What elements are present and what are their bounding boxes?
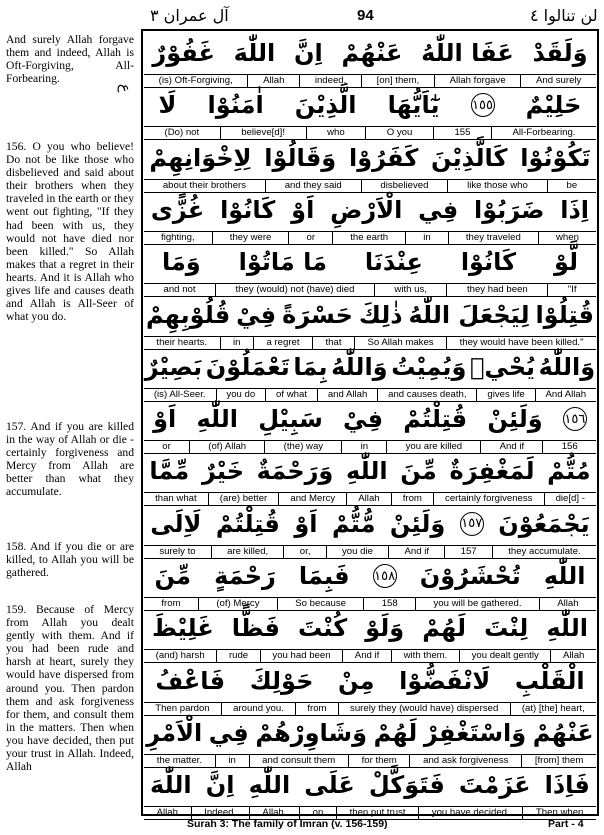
arabic-word: عِنْدَنَا	[364, 248, 423, 277]
interlinear-row	[143, 659, 597, 715]
english-gloss-cell: from	[161, 598, 181, 609]
english-gloss-cell: in	[215, 755, 249, 767]
arabic-word: وَرَحْمَةٌ	[256, 457, 334, 486]
arabic-word: مِّنَ	[400, 457, 437, 486]
arabic-word: لِاِخْوَانِهِمْ	[149, 143, 252, 172]
english-gloss-cell: indeed,	[299, 75, 361, 87]
arabic-word: عَنْهُمْ	[532, 718, 594, 747]
english-gloss-cell: And if	[480, 441, 542, 453]
interlinear-row	[143, 136, 597, 192]
arabic-word: مِّنَ	[154, 562, 191, 590]
english-gloss-cell: (is) Oft-Forgiving,	[158, 75, 233, 86]
arabic-word: الْقَلْبِ	[514, 666, 585, 695]
english-gloss-cell: in	[341, 441, 386, 453]
arabic-word: غَفُوْرٌ	[152, 39, 215, 67]
arabic-word: فَظًّا	[231, 614, 280, 643]
english-gloss-cell: [on] them,	[361, 75, 434, 87]
arabic-word: لَاِلَى	[150, 509, 202, 538]
verse-marker: ١٥٦	[563, 407, 587, 431]
english-gloss-cell: "If	[547, 284, 596, 296]
arabic-word: كَانُوْا	[460, 248, 517, 277]
arabic-word: وَاللّٰهُ	[538, 352, 596, 381]
arabic-word: فِي	[208, 718, 249, 747]
arabic-word: اِذَا	[560, 195, 590, 224]
interlinear-row	[143, 606, 597, 662]
interlinear-row	[143, 188, 597, 244]
english-gloss-cell: you dealt gently	[459, 650, 550, 662]
interlinear-row	[143, 397, 597, 453]
arabic-word: لِنْتَ	[484, 614, 529, 643]
arabic-word: اللّٰهَ	[150, 771, 192, 800]
english-gloss-cell: and ask forgiveness	[409, 755, 521, 767]
interlinear-row	[143, 711, 597, 767]
interlinear-row	[143, 449, 597, 505]
arabic-word: مِّمَّا	[149, 457, 190, 486]
english-gloss-cell: and they said	[265, 180, 361, 192]
interlinear-row	[143, 554, 597, 610]
interlinear-row	[143, 293, 597, 349]
english-gloss-cell: die[d] -	[544, 493, 596, 505]
arabic-word: اللّٰهِ	[248, 771, 291, 800]
interlinear-row	[143, 502, 597, 558]
arabic-word: وَشَاوِرْهُمْ	[255, 718, 368, 747]
arabic-word: عَزَمْتَ	[458, 771, 531, 800]
english-gloss-cell: 156	[542, 441, 596, 453]
interlinear-row	[143, 83, 597, 139]
arabic-word: اِنَّ	[205, 771, 235, 800]
english-gloss-cell: rude	[216, 650, 259, 662]
english-gloss-cell: with them.	[391, 650, 459, 662]
arabic-word: لِيَجْعَلَ اللّٰهُ	[408, 300, 530, 329]
english-gloss-cell: a regret	[253, 337, 312, 349]
english-gloss-cell: you will be gathered.	[415, 598, 539, 610]
english-gloss-cell: in	[220, 337, 253, 349]
english-gloss-cell: 158	[363, 598, 415, 610]
arabic-word: وَلَئِنْ	[487, 405, 543, 434]
arabic-line	[143, 711, 597, 755]
english-gloss-cell: or,	[283, 546, 325, 558]
english-gloss-cell: from	[391, 493, 433, 505]
english-gloss-cell: believe[d]!	[220, 127, 306, 139]
arabic-word: اللّٰهِ	[546, 614, 588, 643]
arabic-line	[143, 293, 597, 337]
english-gloss-cell: (is) All-Seer.	[153, 388, 206, 400]
english-gloss-cell: and Mercy	[278, 493, 346, 505]
arabic-word: فَتَوَكَّلْ	[368, 771, 445, 800]
english-gloss-cell: the earth	[332, 232, 405, 244]
arabic-word: قُلُوْبِهِمْ	[145, 300, 231, 329]
arabic-word: فَبِمَا	[298, 562, 350, 590]
arabic-line	[143, 240, 597, 284]
english-gloss-cell: surely they (would have) dispersed	[338, 703, 510, 715]
arabic-word: اللّٰهِ	[543, 562, 586, 590]
arabic-word: كُنْتَ	[297, 614, 348, 643]
arabic-word: رَحْمَةٍ	[214, 562, 276, 590]
arabic-word: تَكُوْنُوْا	[520, 143, 591, 172]
english-gloss-cell: who	[306, 127, 366, 139]
arabic-word: ذٰلِكَ	[358, 300, 403, 329]
interlinear-row	[143, 31, 597, 87]
english-gloss-cell: they traveled	[448, 232, 538, 244]
english-gloss-cell: you had been	[260, 650, 342, 662]
arabic-word: لَا	[158, 91, 177, 120]
english-gloss-cell: 155	[433, 127, 491, 139]
ruku-mark: ع	[117, 84, 133, 93]
english-gloss-cell: And if	[342, 650, 391, 662]
arabic-word: يَجْمَعُوْنَ	[498, 509, 590, 538]
arabic-word: فَاِذَا	[544, 771, 590, 800]
english-gloss-cell: Allah.	[249, 807, 299, 819]
english-gloss-cell: around you.	[221, 703, 295, 715]
english-gloss-cell: you die	[326, 546, 389, 558]
arabic-word: تَعْمَلُوْنَ	[205, 352, 290, 381]
part-name-header: لن تنالوا ٤	[530, 6, 598, 25]
english-gloss-cell: (Do) not	[164, 127, 200, 139]
english-gloss-cell: for them	[348, 755, 410, 767]
english-gloss-cell: that	[312, 337, 354, 349]
arabic-line	[143, 554, 597, 598]
english-gloss-cell: in	[405, 232, 448, 244]
arabic-line	[143, 83, 597, 127]
arabic-word: قُتِلُوْا	[535, 300, 595, 329]
arabic-word: اللّٰهِ	[346, 457, 388, 486]
arabic-word: غَلِيْظَ	[152, 614, 214, 643]
english-gloss-cell: Allah forgave	[434, 75, 520, 87]
english-gloss-cell: they (would) not (have) died	[215, 284, 374, 296]
arabic-word: حَوْلِكَ	[249, 666, 314, 695]
page-number: 94	[357, 7, 374, 24]
arabic-word: عَفَا اللّٰهُ	[421, 39, 514, 67]
english-gloss-cell: (the) way	[264, 441, 341, 453]
english-gloss-cell: or	[162, 441, 171, 453]
english-gloss-cell: then put trust	[336, 807, 418, 819]
arabic-word: مِنْ	[338, 666, 375, 695]
english-gloss-cell: from	[295, 703, 338, 715]
translation-verse-157: 157. And if you are killed in the way of Allah or die - certainly forgiveness and Mercy from Allah are better than what they accumulate.	[6, 420, 134, 499]
english-gloss-cell: Then pardon	[155, 702, 210, 714]
footer-surah-line: Surah 3: The family of Imran (v. 156-159)	[187, 818, 388, 830]
english-gloss-cell: about their brothers	[162, 179, 247, 191]
arabic-word: قُتِلْتُمْ	[403, 405, 468, 434]
arabic-word: وَاللّٰهُ	[331, 352, 388, 381]
english-gloss-cell: be	[547, 180, 596, 192]
arabic-word: اَوْ	[291, 195, 315, 224]
interlinear-row	[143, 345, 597, 401]
english-gloss-cell: and not	[163, 284, 196, 296]
english-gloss-cell: they accumulate.	[492, 546, 596, 558]
english-gloss-cell: with us,	[374, 284, 447, 296]
english-gloss-cell: disbelieved	[361, 180, 448, 192]
english-gloss-cell: 157	[444, 546, 492, 558]
english-gloss-cell: you have decided,	[418, 807, 522, 819]
english-gloss-cell: Allah	[156, 807, 178, 819]
english-gloss-cell: and causes death,	[377, 389, 476, 401]
arabic-word: فِي	[418, 195, 459, 224]
english-gloss-cell: fighting,	[161, 231, 195, 243]
arabic-word: وَلَئِنْ	[389, 509, 446, 538]
arabic-word: بَصِيْرٌ	[144, 352, 203, 381]
arabic-line	[143, 502, 597, 546]
arabic-word: عَنْهُمْ	[341, 39, 403, 67]
english-gloss-cell: gives life	[476, 389, 534, 401]
english-gloss-cell: they were	[212, 232, 289, 244]
arabic-word: كَفَرُوْا	[348, 143, 419, 172]
arabic-word: كَالَّذِيْنَ	[431, 143, 508, 172]
english-gloss-cell: and Allah	[317, 389, 377, 401]
arabic-line	[143, 659, 597, 703]
arabic-word: لَانْفَضُّوْا	[399, 666, 491, 695]
arabic-word: مُتُّمْ	[547, 457, 591, 486]
arabic-word: فِيْ	[236, 300, 277, 329]
arabic-line	[143, 188, 597, 232]
english-gloss-cell: All-Forbearing.	[491, 127, 596, 139]
verse-marker: ١٥٧	[460, 512, 484, 536]
arabic-word: كَانُوْا	[220, 195, 276, 224]
arabic-word: وَلَوْ	[365, 614, 405, 643]
arabic-word: حَسْرَةً	[282, 300, 353, 329]
english-gloss-cell: Allah	[346, 493, 390, 505]
english-gloss-cell: Then when	[522, 807, 596, 819]
arabic-word: بِمَا	[293, 352, 328, 381]
arabic-word: اللّٰهِ	[196, 405, 239, 434]
translation-verse-159: 159. Because of Mercy from Allah you dealt gently with them. And if you had been rude and harsh at heart, surely they would have dispersed from around you. Then pardon them and ask forgiveness for them, and consult them in the matters. Then when you have decided, then put your trust in Allah. Indeed, Allah	[6, 603, 134, 774]
translation-paragraph-1: And surely Allah forgave them and indeed, Allah is Oft-Forgiving, All-Forbearing.	[6, 33, 134, 86]
arabic-word: الْاَرْضِ	[330, 195, 403, 224]
english-gloss-cell: Allah	[539, 598, 596, 610]
english-gloss-cell: O you	[365, 127, 433, 139]
translation-verse-158: 158. And if you die or are killed, to Allah you will be gathered.	[6, 540, 134, 580]
arabic-line	[143, 763, 597, 807]
english-gloss-cell: [from] them	[521, 755, 596, 767]
english-gloss-cell: and consult them	[249, 755, 348, 767]
arabic-word: الَّذِيْنَ	[294, 91, 357, 120]
interlinear-frame	[141, 29, 599, 819]
english-gloss-cell: (and) harsh	[155, 650, 205, 662]
english-gloss-cell: on	[299, 807, 336, 819]
arabic-word: لَّوْ	[553, 248, 579, 277]
arabic-word: يُحْيٖ	[470, 352, 536, 381]
arabic-line	[143, 345, 597, 389]
english-gloss-cell: And surely	[520, 75, 596, 87]
english-gloss-cell: And Allah	[535, 389, 596, 401]
arabic-word: لَهُمْ	[373, 718, 418, 747]
arabic-word: اَوْ	[153, 405, 177, 434]
arabic-word: وَلَقَدْ	[532, 39, 588, 67]
english-gloss-cell: (at) [the] heart,	[510, 703, 596, 715]
english-gloss-cell: (of) Allah	[189, 441, 264, 453]
english-gloss-cell: certainly forgiveness	[433, 493, 544, 505]
footer-part: Part - 4	[548, 818, 584, 830]
arabic-word: اللّٰهَ	[233, 39, 276, 67]
arabic-word: وَيُمِيْتُ	[391, 352, 467, 381]
arabic-word: حَلِيْمٌ	[525, 91, 582, 120]
english-gloss-cell: they would have been killed."	[446, 337, 596, 349]
arabic-word: عَلَى	[304, 771, 355, 800]
english-gloss-cell: are killed,	[211, 546, 284, 558]
english-gloss-cell: or	[288, 232, 332, 244]
arabic-word: فِيْ	[343, 405, 384, 434]
verse-marker: ١٥٨	[373, 564, 397, 588]
arabic-word: مُّتُّمْ	[331, 509, 376, 538]
arabic-word: اٰمَنُوْا	[207, 91, 264, 120]
arabic-line	[143, 31, 597, 75]
arabic-line	[143, 449, 597, 493]
english-gloss-cell: Allah	[550, 650, 596, 662]
english-gloss-cell: of what	[265, 389, 317, 401]
arabic-word: ضَرَبُوْا	[474, 195, 545, 224]
arabic-word: يٰٓاَيُّهَا	[387, 91, 440, 120]
english-gloss-cell: the matter.	[156, 754, 203, 766]
interlinear-row	[143, 240, 597, 296]
english-gloss-cell: than what	[155, 493, 197, 505]
arabic-line	[143, 136, 597, 180]
english-gloss-cell: when	[538, 232, 596, 244]
english-gloss-cell: they had been	[446, 284, 547, 296]
arabic-word: قُتِلْتُمْ	[215, 509, 280, 538]
arabic-word: لَمَغْفِرَةٌ	[449, 457, 535, 486]
arabic-line	[143, 397, 597, 441]
arabic-word: اَوْ	[294, 509, 318, 538]
english-gloss-cell: like those who	[447, 180, 546, 192]
english-gloss-cell: their hearts.	[156, 336, 208, 348]
english-gloss-cell: (are) better	[208, 493, 279, 505]
english-gloss-cell: surely to	[159, 545, 196, 557]
interlinear-row	[143, 763, 597, 819]
arabic-word: الْاَمْرِ	[146, 718, 203, 747]
arabic-word: وَاسْتَغْفِرْ	[423, 718, 527, 747]
arabic-word: وَقَالُوْا	[264, 143, 337, 172]
english-gloss-cell: you do	[216, 389, 266, 401]
arabic-word: لَهُمْ	[422, 614, 466, 643]
arabic-word: غُزًّى	[150, 195, 205, 224]
english-gloss-cell: (of) Mercy	[198, 598, 277, 610]
arabic-line	[143, 606, 597, 650]
english-gloss-cell: So because	[277, 598, 363, 610]
english-gloss-cell: And if	[388, 546, 444, 558]
arabic-word: اِنَّ	[294, 39, 323, 67]
surah-name-header: آل عمران ٣	[150, 6, 229, 25]
english-gloss-cell: Allah	[247, 75, 299, 87]
verse-marker: ١٥٥	[471, 93, 495, 117]
arabic-word: خَيْرٌ	[201, 457, 244, 486]
arabic-word: فَاعْفُ	[155, 666, 226, 695]
arabic-word: تُحْشَرُوْنَ	[419, 562, 521, 590]
translation-verse-156: 156. O you who believe! Do not be like those who disbelieved and said about their brothers when they traveled in the earth or they went out fighting, "If they had been with us, they would not have died nor been killed." So Allah makes that a regret in their hearts. And it is Allah who gives life and causes death and Allah is All-Seer of what you do.	[6, 140, 134, 324]
arabic-word: وَمَا	[161, 248, 201, 277]
arabic-word: مَا مَاتُوْا	[238, 248, 327, 277]
english-gloss-cell: you are killed	[386, 441, 480, 453]
english-gloss-cell: Indeed,	[191, 807, 249, 819]
english-gloss-cell: So Allah makes	[354, 337, 446, 349]
arabic-word: سَبِيْلِ	[258, 405, 323, 434]
